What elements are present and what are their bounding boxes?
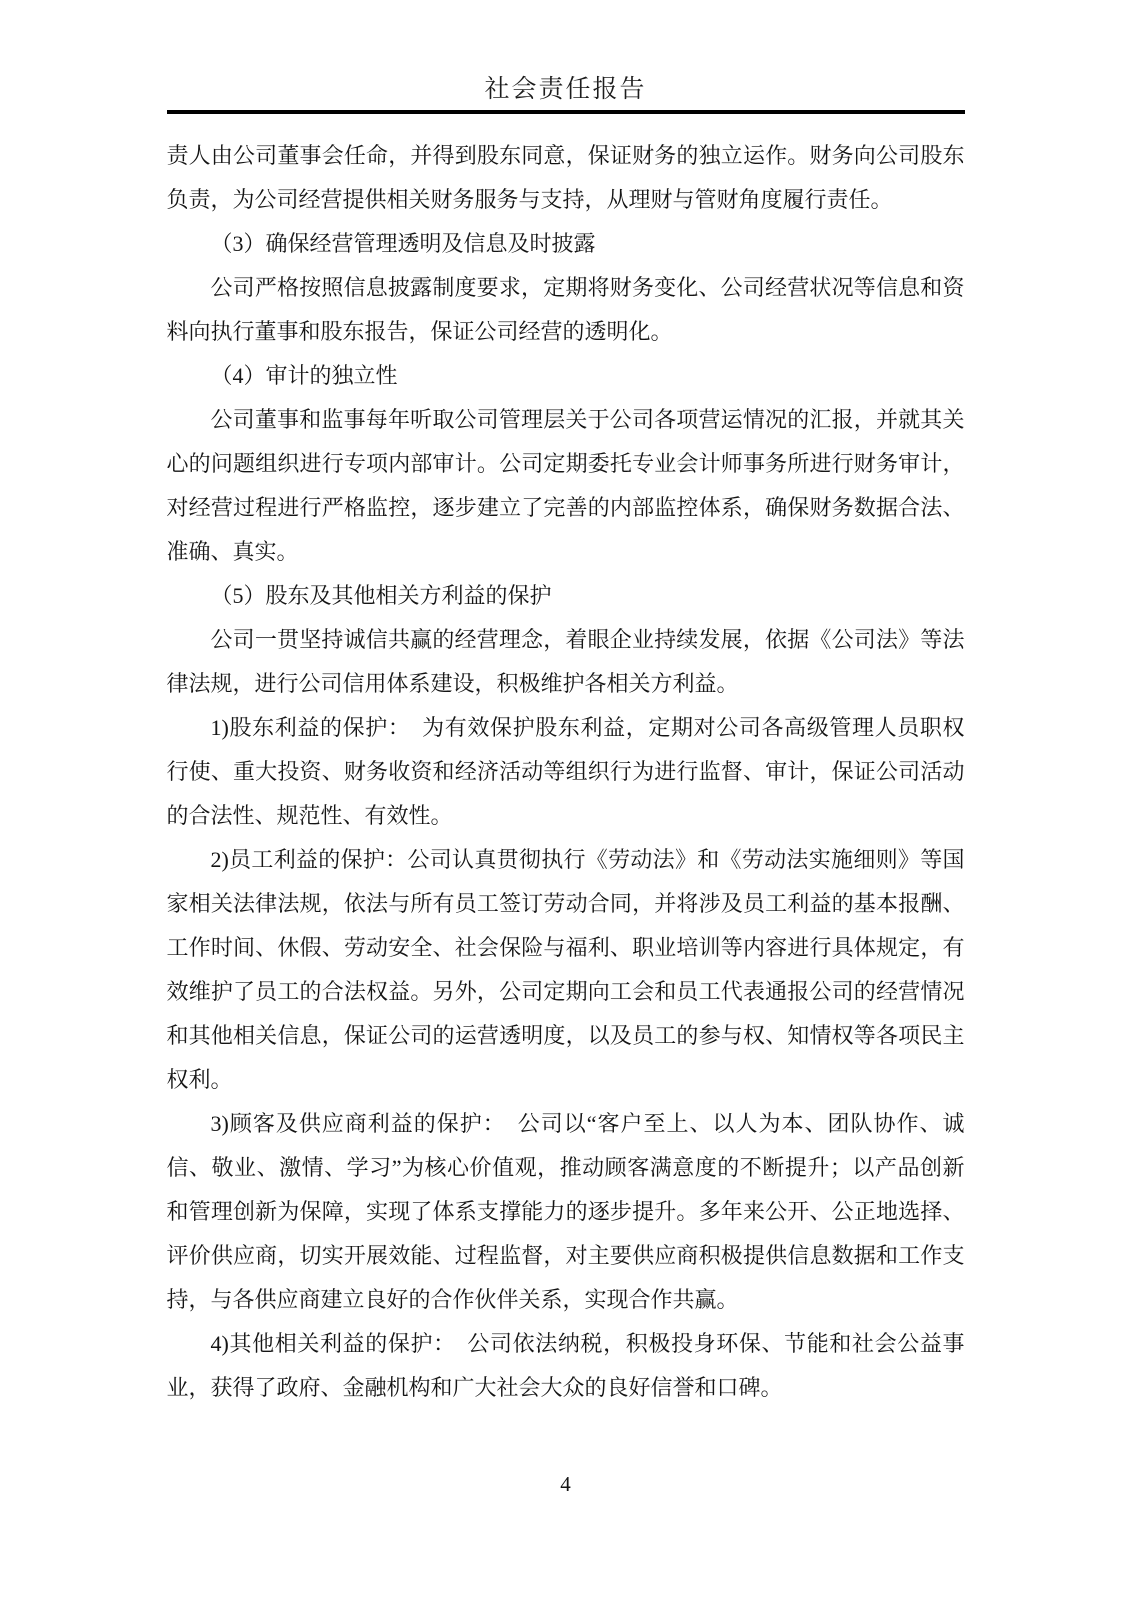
page-header-title: 社会责任报告 [484, 76, 647, 103]
para-disclosure: 公司严格按照信息披露制度要求，定期将财务变化、公司经营状况等信息和资料向执行董事和股东报告，保证公司经营的透明化。 [166, 275, 965, 344]
page-content [167, 0, 965, 1410]
document-body [167, 134, 965, 1410]
para-credit-system: 公司一贯坚持诚信共赢的经营理念，着眼企业持续发展，依据《公司法》等法律法规，进行公司信用体系建设，积极维护各相关方利益。 [166, 627, 965, 696]
heading-item-4: （4）审计的独立性 [210, 363, 398, 388]
page-header [167, 0, 965, 114]
header-rule [167, 110, 965, 114]
para-item-2-employees: 2)员工利益的保护：公司认真贯彻执行《劳动法》和《劳动法实施细则》等国家相关法律法规，依法与所有员工签订劳动合同，并将涉及员工利益的基本报酬、工作时间、休假、劳动安全、社会保险与福利、职业培训等内容进行具体规定，有效维护了员工的合法权益。另外，公司定期向工会和员工代表通报公司的经营情况和其他相关信息，保证公司的运营透明度，以及员工的参与权、知情权等各项民主权利。 [166, 847, 965, 1092]
para-item-4-other: 4)其他相关利益的保护： 公司依法纳税，积极投身环保、节能和社会公益事业，获得了政府、金融机构和广大社会大众的良好信誉和口碑。 [166, 1331, 965, 1400]
page-number: 4 [560, 1472, 571, 1496]
para-continuation: 责人由公司董事会任命，并得到股东同意，保证财务的独立运作。财务向公司股东负责，为公司经营提供相关财务服务与支持，从理财与管财角度履行责任。 [166, 143, 965, 212]
para-item-1-shareholders: 1)股东利益的保护： 为有效保护股东利益，定期对公司各高级管理人员职权行使、重大投资、财务收资和经济活动等组织行为进行监督、审计，保证公司活动的合法性、规范性、有效性。 [166, 715, 965, 828]
para-item-3-customers-suppliers: 3)顾客及供应商利益的保护： 公司以“客户至上、以人为本、团队协作、诚信、敬业、激情、学习”为核心价值观，推动顾客满意度的不断提升；以产品创新和管理创新为保障，实现了体系支撑能力的逐步提升。多年来公开、公正地选择、评价供应商，切实开展效能、过程监督，对主要供应商积极提供信息数据和工作支持，与各供应商建立良好的合作伙伴关系，实现合作共赢。 [166, 1111, 965, 1312]
heading-item-5: （5）股东及其他相关方利益的保护 [210, 583, 552, 608]
heading-item-3: （3）确保经营管理透明及信息及时披露 [210, 231, 596, 256]
para-audit: 公司董事和监事每年听取公司管理层关于公司各项营运情况的汇报，并就其关心的问题组织进行专项内部审计。公司定期委托专业会计师事务所进行财务审计，对经营过程进行严格监控，逐步建立了完善的内部监控体系，确保财务数据合法、准确、真实。 [166, 407, 965, 564]
